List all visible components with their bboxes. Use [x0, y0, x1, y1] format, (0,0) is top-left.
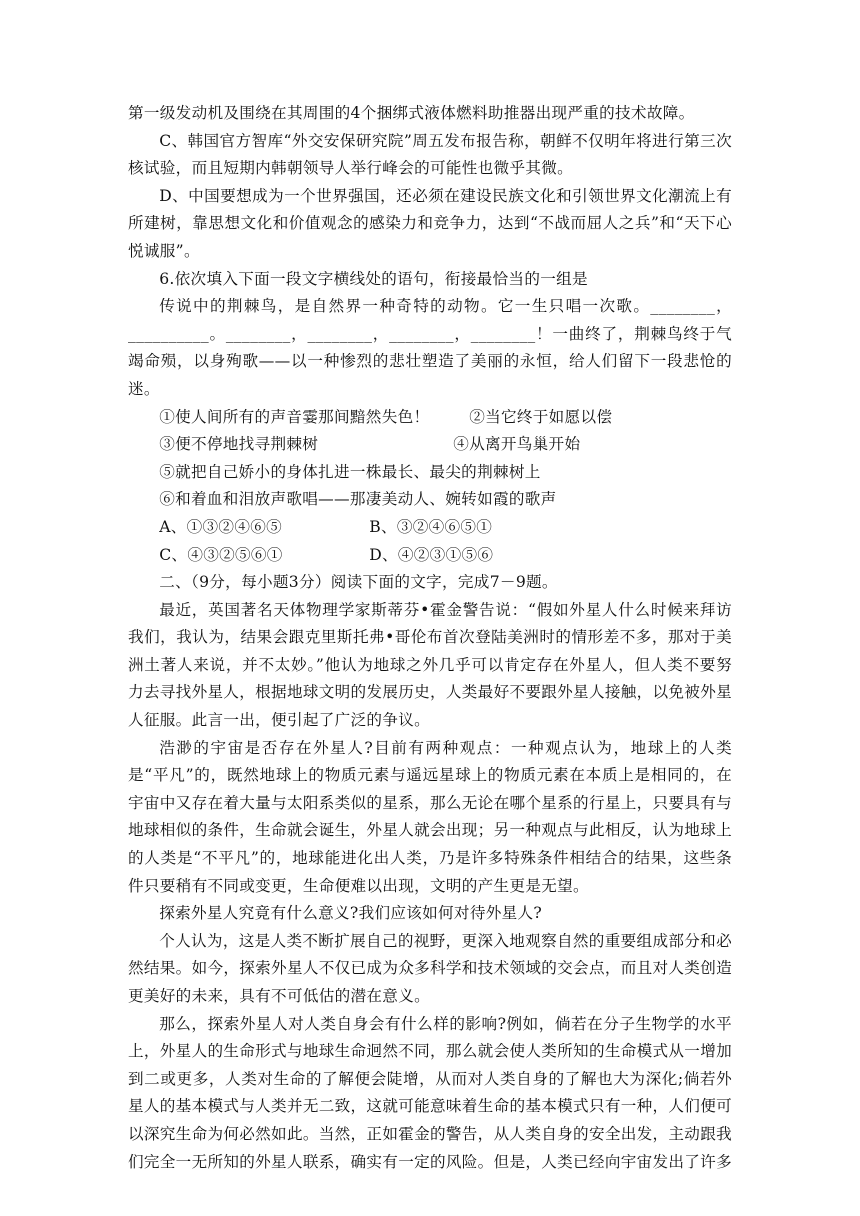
answer-option-c: C、④③②⑤⑥① — [159, 545, 283, 564]
sentence-3: ③便不停地找寻荆棘树 — [159, 435, 319, 454]
sentence-5: ⑤就把自己娇小的身体扎进一株最长、最尖的荆棘树上 — [159, 462, 541, 481]
question-6-passage: 传说中的荆棘鸟，是自然界一种奇特的动物。它一生只唱一次歌。________，__________。________，________，________，________！一曲终了，荆棘鸟终于气竭命殒，以身殉歌——以一种惨烈的悲壮塑造了美丽的永恒，给人们留下一段悲怆的迷。 — [128, 297, 732, 398]
sentence-1: ①使人间所有的声音霎那间黯然失色！ — [159, 407, 430, 426]
sentence-4: ④从离开鸟巢开始 — [453, 435, 581, 454]
sentence-6: ⑥和着血和泪放声歌唱——那凄美动人、婉转如霞的歌声 — [159, 490, 557, 509]
reading-paragraph-3: 探索外星人究竟有什么意义?我们应该如何对待外星人? — [159, 904, 543, 923]
answer-option-b: B、③②④⑥⑤① — [369, 517, 493, 536]
reading-paragraph-4: 个人认为，这是人类不断扩展自己的视野，更深入地观察自然的重要组成部分和必然结果。如今，探索外星人不仅已成为众多科学和技术领域的交会点，而且对人类创造更美好的未来，具有不可低估的潜在意义。 — [128, 931, 732, 1005]
option-d-paragraph: D、中国要想成为一个世界强国，还必须在建设民族文化和引领世界文化潮流上有所建树，靠思想文化和价值观念的感染力和竞争力，达到“不战而屈人之兵”和“天下心悦诚服”。 — [128, 186, 732, 260]
reading-paragraph-2: 浩渺的宇宙是否存在外星人?目前有两种观点：一种观点认为，地球上的人类是“平凡”的，既然地球上的物质元素与遥远星球上的物质元素在本质上是相同的，在宇宙中又存在着大量与太阳系类似的星系，那么无论在哪个星系的行星上，只要具有与地球相似的条件，生命就会诞生，外星人就会出现；另一种观点与此相反，认为地球上的人类是“不平凡”的，地球能进化出人类，乃是许多特殊条件相结合的结果，这些条件只要稍有不同或变更，生命便难以出现，文明的产生更是无望。 — [128, 738, 732, 895]
paragraph-fragment: 第一级发动机及围绕在其周围的4个捆绑式液体燃料助推器出现严重的技术故障。 — [128, 104, 695, 122]
reading-paragraph-1: 最近，英国著名天体物理学家斯蒂芬•霍金警告说：“假如外星人什么时候来拜访我们，我认为，结果会跟克里斯托弗•哥伦布首次登陆美洲时的情形差不多，那对于美洲土著人来说，并不太妙。”他认为地球之外几乎可以肯定存在外星人，但人类不要努力去寻找外星人，根据地球文明的发展历史，人类最好不要跟外星人接触，以免被外星人征服。此言一出，便引起了广泛的争议。 — [128, 600, 732, 730]
reading-paragraph-5: 那么，探索外星人对人类自身会有什么样的影响?例如，倘若在分子生物学的水平上，外星人的生命形式与地球生命迥然不同，那么就会使人类所知的生命模式从一增加到二或更多，人类对生命的了解便会陡增，从而对人类自身的了解也大为深化;倘若外星人的基本模式与人类并无二致，这就可能意味着生命的基本模式只有一种，人们便可以深究生命为何必然如此。当然，正如霍金的警告，从人类自身的安全出发，主动跟我们完全一无所知的外星人联系，确实有一定的风险。但是，人类已经向宇宙发出了许多 — [128, 1014, 732, 1171]
sentence-2: ②当它终于如愿以偿 — [469, 407, 613, 426]
answer-row — [128, 542, 732, 570]
option-c-paragraph: C、韩国官方智库“外交安保研究院”周五发布报告称，朝鲜不仅明年将进行第三次核试验，而且短期内韩朝领导人举行峰会的可能性也微乎其微。 — [128, 131, 732, 178]
section-2-heading: 二、（9分，每小题3分）阅读下面的文字，完成7－9题。 — [159, 573, 558, 592]
sentence-row — [128, 404, 732, 432]
answer-option-d: D、④②③①⑤⑥ — [369, 545, 494, 564]
answer-option-a: A、①③②④⑥⑤ — [159, 517, 283, 536]
answer-row — [128, 514, 732, 542]
sentence-row — [128, 431, 732, 459]
question-6-title: 6.依次填入下面一段文字横线处的语句，衔接最恰当的一组是 — [159, 269, 588, 288]
document-page — [128, 100, 732, 1176]
